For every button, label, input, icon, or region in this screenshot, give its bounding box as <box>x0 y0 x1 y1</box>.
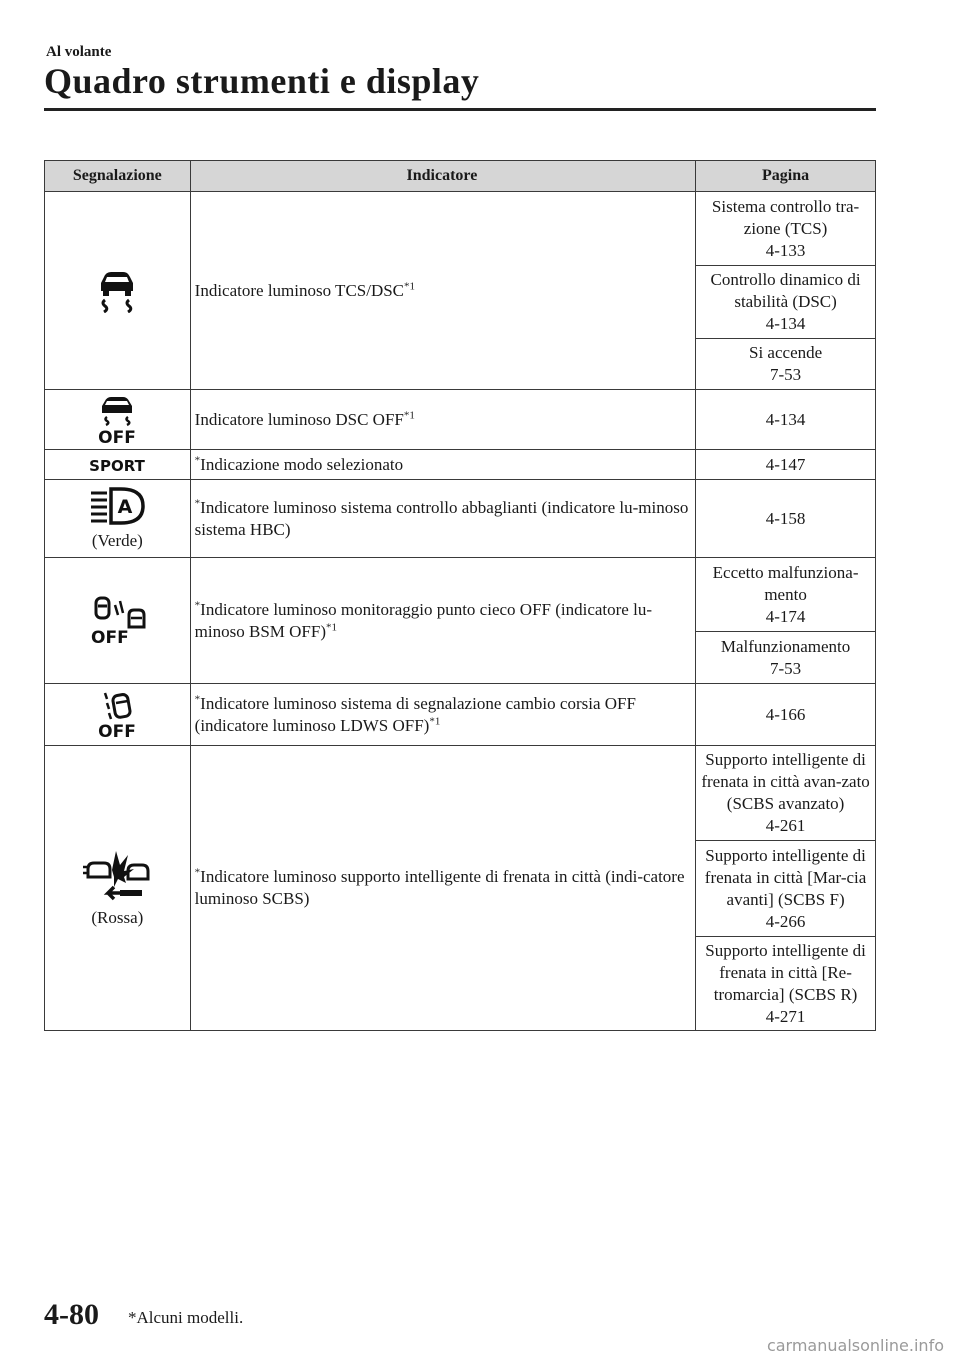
page-ref-cell: Supporto intelligente di frenata in città [Mar-cia avanti] (SCBS F) 4-266 <box>696 841 876 937</box>
color-note: (Rossa) <box>91 908 144 927</box>
bsm-off-icon-cell <box>45 558 191 684</box>
header-pagina: Pagina <box>696 161 876 192</box>
svg-text:OFF: OFF <box>91 627 130 647</box>
table-row <box>45 684 876 746</box>
page-ref-cell: 4-166 <box>696 684 876 746</box>
ldws-off-icon <box>90 689 144 741</box>
page-ref-cell: Sistema controllo tra-zione (TCS) 4-133 <box>696 192 876 266</box>
watermark: carmanualsonline.info <box>766 1336 944 1355</box>
indicator-description: *Indicazione modo selezionato <box>190 450 695 480</box>
table-row <box>45 558 876 632</box>
tcs-dsc-icon-cell <box>45 192 191 390</box>
page-ref-cell: 4-147 <box>696 450 876 480</box>
bsm-off-icon <box>87 595 147 647</box>
page-ref-cell: Eccetto malfunziona-mento 4-174 <box>696 558 876 632</box>
page-ref-cell: 4-158 <box>696 480 876 558</box>
hbc-icon-cell <box>45 480 191 558</box>
dsc-off-icon-cell <box>45 390 191 450</box>
header-indicatore: Indicatore <box>190 161 695 192</box>
header-segnalazione: Segnalazione <box>45 161 191 192</box>
svg-text:SPORT: SPORT <box>89 456 146 475</box>
indicator-description: *Indicatore luminoso supporto intelligente di frenata in città (indi-catore luminoso SCBS) <box>190 746 695 1031</box>
page-ref-cell: Malfunzionamento 7-53 <box>696 632 876 684</box>
hbc-auto-high-beam-icon <box>87 486 147 526</box>
table-row <box>45 390 876 450</box>
section-label: Al volante <box>46 44 112 60</box>
indicator-description: *Indicatore luminoso sistema di segnalazione cambio corsia OFF (indicatore luminoso LDWS OFF)$^{*1}$ <box>190 684 695 746</box>
page-ref-cell: Supporto intelligente di frenata in città [Re-tromarcia] (SCBS R) 4-271 <box>696 937 876 1031</box>
svg-text:OFF: OFF <box>98 427 137 445</box>
table-row <box>45 480 876 558</box>
dsc-off-icon <box>90 395 144 445</box>
footnote: *Alcuni modelli. <box>128 1308 244 1327</box>
sport-mode-icon <box>77 455 157 475</box>
indicator-description: Indicatore luminoso TCS/DSC$^{*1}$ <box>190 192 695 390</box>
svg-text:OFF: OFF <box>98 721 137 741</box>
page-number: 4-80 <box>44 1298 99 1331</box>
scbs-icon-cell <box>45 746 191 1031</box>
ldws-off-icon-cell <box>45 684 191 746</box>
table-row <box>45 450 876 480</box>
indicator-table <box>44 160 876 1031</box>
sport-icon-cell <box>45 450 191 480</box>
page-ref-cell: Supporto intelligente di frenata in città avan-zato (SCBS avanzato) 4-261 <box>696 746 876 841</box>
indicator-description: Indicatore luminoso DSC OFF$^{*1}$ <box>190 390 695 450</box>
indicator-description: *Indicatore luminoso monitoraggio punto cieco OFF (indicatore lu-minoso BSM OFF)$^{*1}$ <box>190 558 695 684</box>
indicator-description: *Indicatore luminoso sistema controllo abbaglianti (indicatore lu-minoso sistema HBC) <box>190 480 695 558</box>
page-ref-cell: Controllo dinamico di stabilità (DSC) 4-134 <box>696 266 876 339</box>
title-rule <box>44 108 876 111</box>
svg-text:A: A <box>117 495 133 518</box>
scbs-brake-support-icon <box>82 847 152 903</box>
color-note: (Verde) <box>91 530 143 550</box>
page-title: Quadro strumenti e display <box>44 61 480 101</box>
tcs-dsc-car-skid-icon <box>92 269 142 313</box>
table-header-row <box>45 161 876 192</box>
page-ref-cell: 4-134 <box>696 390 876 450</box>
page-ref-cell: Si accende 7-53 <box>696 339 876 390</box>
table-row <box>45 746 876 841</box>
table-row <box>45 192 876 266</box>
